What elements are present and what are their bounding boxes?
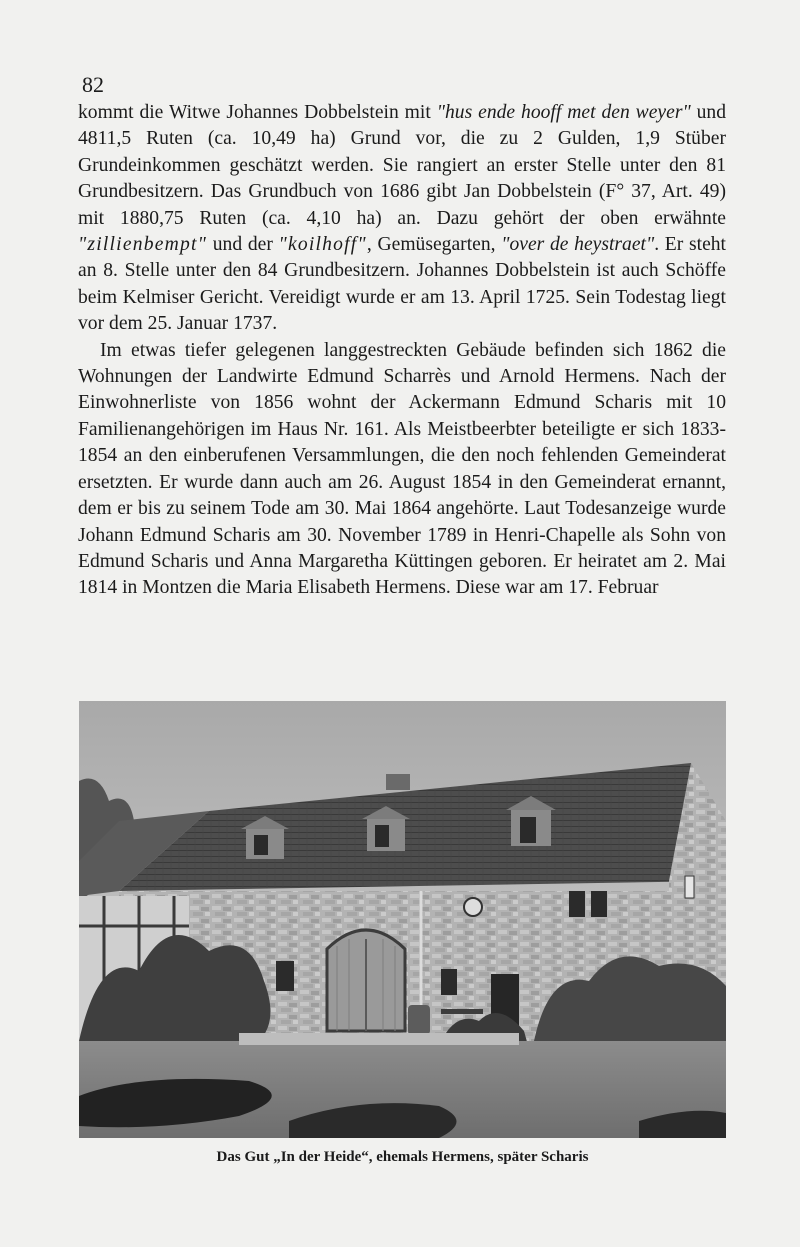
path <box>239 1033 519 1045</box>
window-2 <box>441 969 457 995</box>
window-4 <box>591 891 607 917</box>
bench <box>441 1009 483 1014</box>
p1-text-4: , Gemüsegarten, <box>366 234 502 256</box>
paragraph-1 <box>78 100 726 338</box>
window-1 <box>276 961 294 991</box>
quote-zillienbempt: "zillienbempt" <box>78 234 208 256</box>
chimney <box>386 774 410 790</box>
page-number: 82 <box>82 72 104 97</box>
round-window <box>464 898 482 916</box>
p1-text-3: und der <box>207 234 279 256</box>
paragraph-2: Im etwas tiefer gelegenen langgestreckten Gebäude befinden sich 1862 die Wohnungen der Landwirte Edmund Scharrès und Arnold Hermens. Nach der Einwohnerliste von 1856 wohnt der Ackermann Edmund Scharis mit 10 Familienangehörigen im Haus Nr. 161. Als Meistbeerbter beteiligte er sich 1833-1854 an den einberufenen Versammlungen, die den noch fehlenden Gemeinderat ersetzten. Er wurde dann auch am 26. August 1854 in den Gemeinderat ernannt, dem er bis zu seinem Tode am 30. Mai 1864 angehörte. Laut Todesanzeige wurde Johann Edmund Scharis am 30. November 1789 in Henri-Chapelle als Sohn von Edmund Scharis und Anna Margaretha Küttingen geboren. Er heiratet am 2. Mai 1814 in Montzen die Maria Elisabeth Hermens. Diese war am 17. Februar <box>78 339 726 599</box>
p1-text-1: kommt die Witwe Johannes Dobbelstein mit <box>78 102 437 123</box>
farmhouse-photo <box>79 701 726 1138</box>
barrel <box>408 1005 430 1035</box>
p1-text-2: und 4811,5 Ruten (ca. 10,49 ha) Grund vor, die zu 2 Gulden, 1,9 Stüber Grundeinkommen geschätzt werden. Sie rangiert an erster Stelle unter den 81 Grundbesitzern. Das Grundbuch von 1686 gibt Jan Dobbelstein (F° 37, Art. 49) mit 1880,75 Ruten (ca. 4,10 ha) an. Dazu gehört der oben erwähnte <box>78 102 727 229</box>
figure-caption: Das Gut „In der Heide“, ehemals Hermens, später Scharis <box>216 1149 589 1165</box>
quote-hus-ende-hooff: "hus ende hooff met den weyer" <box>436 102 691 123</box>
p1-text-5: . Er steht an 8. Stelle unter den 84 Grundbesitzern. Johannes Dobbelstein ist auch Schöffe beim Kelmiser Gericht. Vereidigt wurde er am 13. April 1725. Sein Todestag liegt vor dem 25. Januar 1737. <box>78 234 727 335</box>
window-5 <box>685 876 694 898</box>
window-3 <box>569 891 585 917</box>
body-text <box>78 100 726 602</box>
quote-koilhoff: "koilhoff" <box>278 234 367 256</box>
quote-over-de-heystraet: "over de heystraet" <box>501 234 655 256</box>
